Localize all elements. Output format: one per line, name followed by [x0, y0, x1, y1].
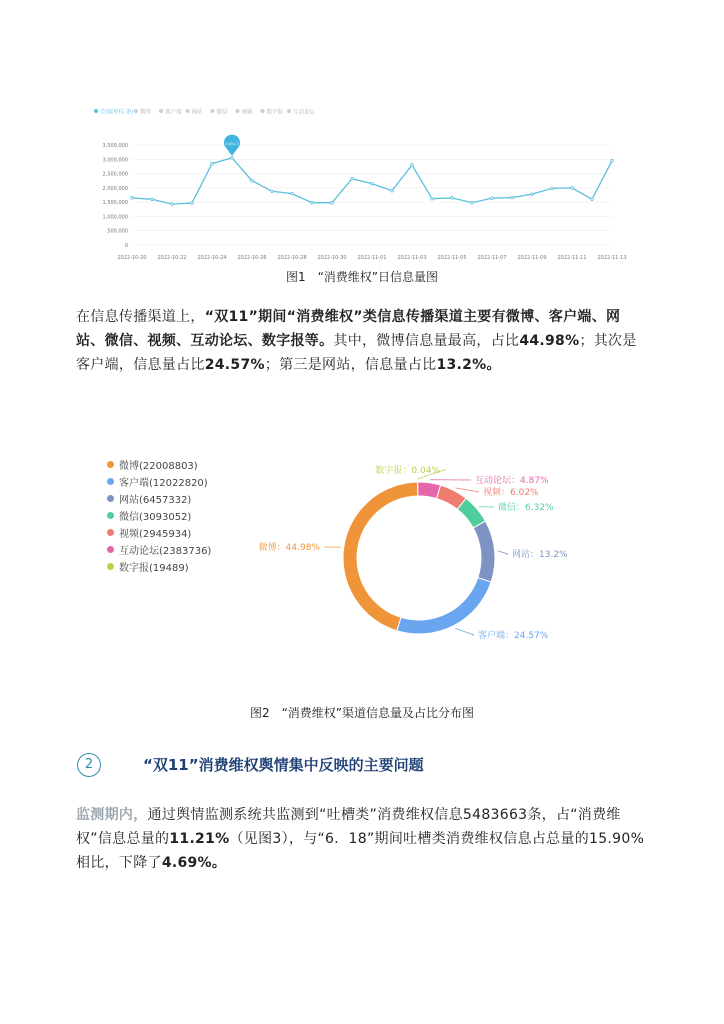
para1-bold-web-pct: 13.2%。: [436, 357, 501, 373]
legend-item: 视频: [241, 109, 253, 116]
legend-item: 客户端: [165, 109, 182, 116]
legend-marker: [236, 109, 240, 113]
data-point: [131, 197, 134, 200]
y-tick-label: 500,000: [107, 228, 128, 235]
data-point: [211, 162, 214, 165]
legend-item: 网站: [191, 109, 203, 116]
daily-volume-line-chart: [90, 100, 630, 265]
legend-label: 网站(6457332): [119, 495, 192, 506]
x-tick-label: 2022-11-01: [357, 255, 387, 261]
y-tick-label: 0: [124, 243, 128, 249]
data-point: [571, 187, 574, 190]
peak-label: 3,051,7: [225, 141, 239, 146]
para1-text-3: ；其次是客户端，信息量占比: [76, 333, 637, 373]
data-point: [451, 197, 454, 200]
data-point: [611, 159, 614, 162]
legend-item: 微博: [140, 109, 152, 116]
data-point: [171, 203, 174, 206]
legend-marker: [287, 109, 291, 113]
data-point: [371, 182, 374, 185]
x-tick-label: 2022-10-22: [157, 255, 187, 261]
data-point: [231, 157, 234, 160]
pie-legend-item: [107, 490, 211, 507]
complaint-paragraph: [76, 803, 648, 875]
donut-slice: [343, 482, 418, 631]
pie-legend-item: [107, 473, 211, 490]
figure-2-caption: 图2 “消费维权”渠道信息量及占比分布图: [249, 706, 475, 720]
legend-marker: [186, 109, 190, 113]
slice-label: 网站：13.2%: [512, 550, 568, 560]
legend-dot: [107, 512, 114, 519]
pie-legend-item: [107, 507, 211, 524]
para1-text-4: ；第三是网站，信息量占比: [264, 357, 437, 373]
legend-label: 客户端(12022820): [119, 478, 208, 489]
slice-label: 互动论坛：4.87%: [475, 476, 549, 486]
x-tick-label: 2022-10-20: [117, 255, 147, 261]
legend-item: 互动论坛: [293, 109, 316, 116]
para2-lead: 监测期内，: [76, 807, 148, 823]
section-title: “双11”消费维权舆情集中反映的主要问题: [143, 756, 424, 774]
data-point: [511, 196, 514, 199]
slice-label: 微博：44.98%: [258, 543, 320, 553]
legend-marker: [211, 109, 215, 113]
pie-chart-legend: [107, 456, 211, 575]
para1-text-2: 其中，微博信息量最高，占比: [333, 333, 520, 349]
line-chart-y-axis: [103, 143, 128, 249]
y-tick-label: 3,500,000: [102, 143, 128, 149]
x-tick-label: 2022-11-13: [597, 255, 627, 261]
para2-bold-decrease: 4.69%。: [161, 855, 227, 871]
line-series-all: [132, 158, 612, 204]
x-tick-label: 2022-11-11: [557, 255, 587, 261]
data-point: [411, 164, 414, 167]
legend-label: 微信(3093052): [119, 512, 192, 523]
donut-slices: [343, 482, 495, 634]
data-point: [251, 179, 254, 182]
line-chart-legend: [94, 108, 316, 116]
section-number-badge: 2: [77, 753, 101, 777]
slice-label: 视频：6.02%: [483, 488, 539, 498]
slice-label: 数字报：0.04%: [375, 466, 440, 476]
channel-share-donut-chart: [250, 455, 620, 650]
data-point: [531, 193, 534, 196]
data-point: [471, 201, 474, 204]
x-tick-label: 2022-11-03: [397, 255, 427, 261]
pie-legend-item: [107, 456, 211, 473]
leader-line: [455, 628, 474, 635]
para2-text-2: （见图3），与“6．18”期间吐槽类消费维权信息占总量的15.90%相比，下降了: [76, 831, 645, 871]
pie-legend-item: [107, 558, 211, 575]
legend-label: 数字报(19489): [119, 563, 189, 574]
para1-bold-1: “双11”期间“消费维权”类信息传播渠道主要有微博、客户端、网站、微信、视频、互动论坛、数字报等。: [76, 309, 621, 349]
x-tick-label: 2022-10-28: [277, 255, 307, 261]
x-tick-label: 2022-10-30: [317, 255, 347, 261]
y-tick-label: 1,000,000: [102, 214, 128, 221]
line-chart-x-axis: [117, 255, 626, 261]
line-chart-grid: [132, 145, 612, 245]
legend-marker: [94, 109, 98, 113]
legend-marker: [159, 109, 163, 113]
legend-marker: [261, 109, 265, 113]
legend-item: 微信: [216, 109, 228, 116]
channel-paragraph: [76, 305, 648, 377]
y-tick-label: 3,000,000: [102, 157, 128, 164]
data-point: [431, 197, 434, 200]
y-tick-label: 1,500,000: [102, 200, 128, 207]
data-point: [391, 189, 394, 192]
legend-dot: [107, 563, 114, 570]
figure-1-caption: 图1 “消费维权”日信息量图: [285, 270, 439, 284]
para2-bold-share: 11.21%: [169, 831, 230, 847]
legend-label: 互动论坛(2383736): [119, 546, 212, 557]
para1-bold-weibo-pct: 44.98%: [519, 333, 580, 349]
legend-item: 数字报: [266, 109, 284, 116]
para2-text-1: 通过舆情监测系统共监测到“吐槽类”消费维权信息5483663条，占“消费维权”信息总量的: [76, 807, 621, 847]
x-tick-label: 2022-10-24: [197, 255, 227, 261]
legend-dot: [107, 461, 114, 468]
x-tick-label: 2022-11-09: [517, 255, 547, 261]
peak-marker: [224, 135, 240, 156]
legend-marker: [134, 109, 138, 113]
data-point: [311, 201, 314, 204]
data-point: [331, 201, 334, 204]
donut-slice: [397, 578, 491, 634]
slice-label: 微信：6.32%: [498, 503, 554, 513]
data-point: [351, 177, 354, 180]
data-point: [271, 190, 274, 193]
leader-line: [455, 488, 479, 492]
data-point: [591, 198, 594, 201]
para1-text-1: 在信息传播渠道上，: [76, 309, 205, 325]
data-point: [291, 192, 294, 195]
slice-label: 客户端：24.57%: [478, 631, 549, 641]
x-tick-label: 2022-10-26: [237, 255, 267, 261]
legend-label: 微博(22008803): [119, 461, 198, 472]
data-point: [191, 202, 194, 205]
x-tick-label: 2022-11-07: [477, 255, 507, 261]
pie-legend-item: [107, 541, 211, 558]
donut-slice: [473, 521, 495, 582]
legend-dot: [107, 529, 114, 536]
data-point: [491, 197, 494, 200]
y-tick-label: 2,500,000: [102, 171, 128, 178]
legend-label: 视频(2945934): [119, 529, 192, 540]
data-point: [551, 187, 554, 190]
x-tick-label: 2022-11-05: [437, 255, 467, 261]
legend-item: 全部(单位:条): [100, 109, 134, 116]
legend-dot: [107, 478, 114, 485]
y-tick-label: 2,000,000: [102, 185, 128, 192]
leader-line: [498, 551, 508, 554]
data-point: [151, 198, 154, 201]
legend-dot: [107, 495, 114, 502]
pie-legend-item: [107, 524, 211, 541]
legend-dot: [107, 546, 114, 553]
para1-bold-client-pct: 24.57%: [204, 357, 265, 373]
